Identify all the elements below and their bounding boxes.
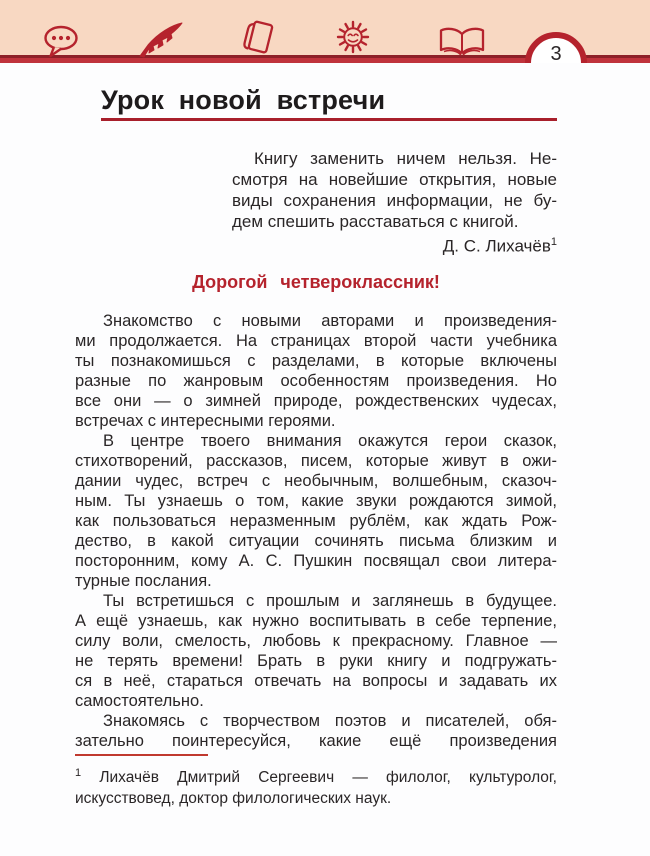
text-line: А ещё узнаешь, как нужно воспитывать в себе терпение, [75, 611, 557, 630]
text-line: разные по жанровым особенностям произведения. Но [75, 371, 557, 390]
footnote-reference: 1 [550, 236, 557, 248]
text-line: встречах с интересными героями. [75, 411, 336, 430]
text-line: ми продолжается. На страницах второй части учебника [75, 331, 557, 350]
text-line: стихотворений, рассказов, писем, которые живут в ожи- [75, 451, 557, 470]
page-title: Урок новой встречи [101, 85, 386, 115]
text-line: Ты встретишься с прошлым и заглянешь в будущее. [103, 591, 557, 610]
text-line: ты познакомишься с разделами, в которые включены [75, 351, 557, 370]
section-heading: Дорогой четвероклассник! [192, 271, 440, 292]
text-line: турные послания. [75, 571, 212, 590]
text-line: силу воли, смелость, любовь к прекрасному. Главное — [75, 631, 557, 650]
sun-icon [332, 16, 374, 58]
paragraph [75, 591, 557, 711]
open-book-icon [438, 25, 486, 59]
footnote-line [75, 763, 557, 788]
text-line: не терять времени! Брать в руки книгу и подгружать- [75, 651, 557, 670]
epigraph [232, 148, 557, 257]
text-line: ся в неё, стараться отвечать на вопросы и задавать их [75, 671, 557, 690]
page-header [0, 0, 650, 63]
title-underline [101, 118, 557, 121]
page-number: 3 [550, 43, 562, 65]
text-line: Книгу заменить ничем нельзя. Не- [254, 149, 557, 168]
paragraph [75, 431, 557, 591]
page-body [0, 85, 650, 809]
footnote-mark: 1 [75, 766, 82, 779]
footnote [75, 763, 557, 809]
text-line: смотря на новейшие открытия, новые [232, 170, 557, 189]
text-line: все они — о зимней природе, рождественских чудесах, [75, 391, 557, 410]
paragraph [75, 311, 557, 431]
paragraph [75, 711, 557, 751]
text-line: Знакомство с новыми авторами и произведения- [103, 311, 557, 330]
footnote-text: Лихачёв Дмитрий Сергеевич — филолог, культуролог, [99, 768, 557, 786]
text-line: ным. Ты узнаешь о том, какие звуки рождаются зимой, [75, 491, 557, 510]
epigraph-lines [232, 148, 557, 232]
text-line: зательно поинтересуйся, какие ещё произведения [75, 731, 557, 750]
epigraph-attribution [232, 232, 557, 257]
quill-icon [138, 22, 184, 59]
attribution-text: Д. С. Лихачёв [442, 236, 551, 256]
text-line: виды сохранения информации, не бу- [232, 191, 557, 210]
text-line: дество, в какой ситуации сочинять письма близким и [75, 531, 557, 550]
footnote-rule [75, 754, 208, 756]
text-line: посторонним, кому А. С. Пушкин посвящал свои литера- [75, 551, 557, 570]
text-line: В центре твоего внимания окажутся герои сказок, [103, 431, 557, 450]
text-line: как пользоваться неразменным рублём, как ждать Рож- [75, 511, 557, 530]
footnote-line: искусствовед, доктор филологических наук. [75, 789, 392, 807]
body-paragraphs [75, 311, 557, 751]
closed-book-icon [240, 20, 280, 58]
speech-bubble-icon [42, 25, 80, 59]
text-line: дем спешить расставаться с книгой. [232, 212, 519, 231]
text-line: дании чудес, встреч с необычным, волшебным, сказоч- [75, 471, 557, 490]
text-line: Знакомясь с творчеством поэтов и писателей, обя- [103, 711, 557, 730]
text-line: самостоятельно. [75, 691, 204, 710]
